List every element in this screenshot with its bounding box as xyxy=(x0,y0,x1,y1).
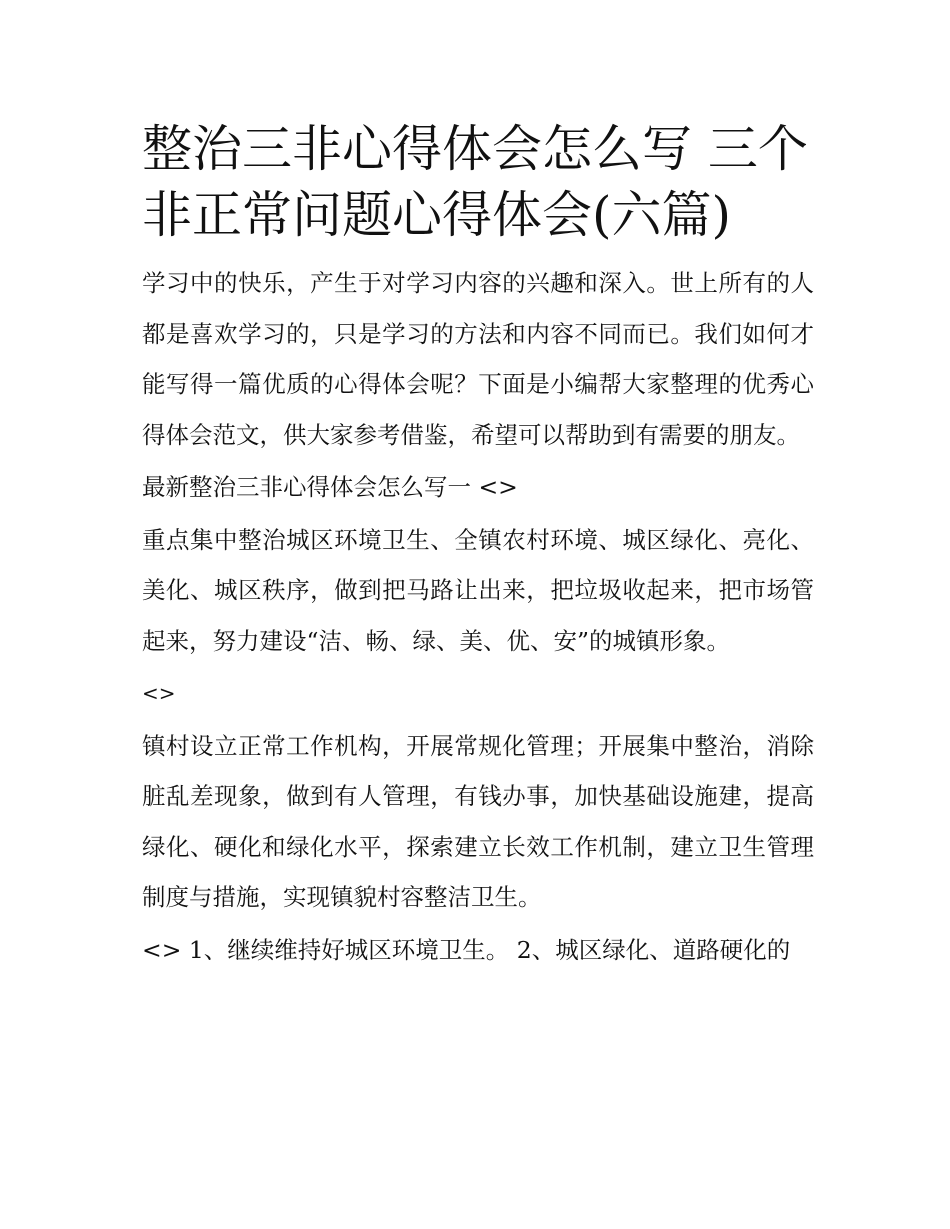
document-title: 整治三非心得体会怎么写 三个非正常问题心得体会(六篇) xyxy=(142,120,808,244)
section-heading-one: 最新整治三非心得体会怎么写一 <> xyxy=(142,473,518,501)
document-page xyxy=(142,116,814,977)
intro-paragraph: 学习中的快乐，产生于对学习内容的兴趣和深入。世上所有的人都是喜欢学习的，只是学习的方法和内容不同而已。我们如何才能写得一篇优质的心得体会呢？下面是小编帮大家整理的优秀心得体会范文，供大家参考借鉴，希望可以帮助到有需要的朋友。 xyxy=(142,269,814,449)
body-paragraph-list: <> 1、继续维持好城区环境卫生。 2、城区绿化、道路硬化的 xyxy=(142,935,791,964)
body-paragraph-mechanism: 镇村设立正常工作机构，开展常规化管理；开展集中整治，消除脏乱差现象，做到有人管理，有钱办事，加快基础设施建，提高绿化、硬化和绿化水平，探索建立长效工作机制，建立卫生管理制度与措施，实现镇貌村容整洁卫生。 xyxy=(142,731,814,911)
placeholder-marker: <> xyxy=(142,681,176,705)
body-paragraph-focus: 重点集中整治城区环境卫生、全镇农村环境、城区绿化、亮化、美化、城区秩序，做到把马路让出来，把垃圾收起来，把市场管起来，努力建设“洁、畅、绿、美、优、安”的城镇形象。 xyxy=(142,525,814,655)
